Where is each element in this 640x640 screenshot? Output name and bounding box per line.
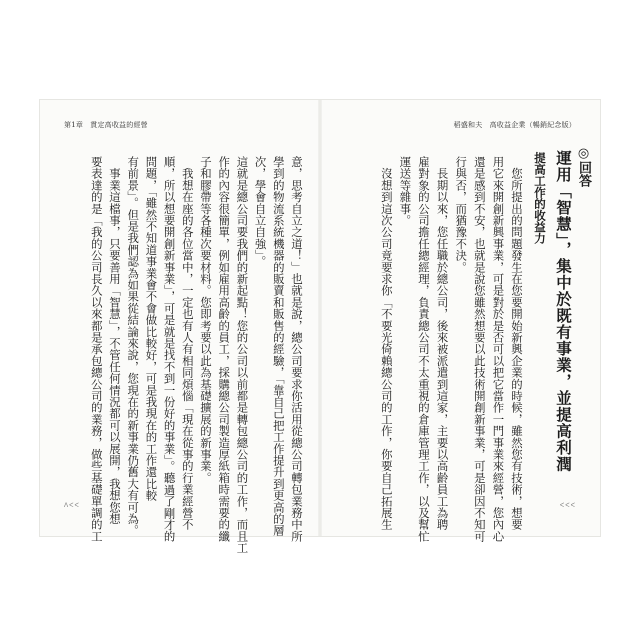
body-line: 用它來開創新興事業，可是對於是否可以把它當作一門事業來經營，您內心 bbox=[491, 156, 506, 543]
body-line: 學到的物流系統機器的販賣和販售的經驗，「靠自己把工作提升到更高的層 bbox=[271, 156, 286, 537]
left-running-head: 第1章 貫定高收益的經營 bbox=[64, 121, 148, 129]
body-line: 運送等雜事。 bbox=[398, 156, 413, 227]
body-line: 事業這檔事，只要善用「智慧」，不管任何情況都可以展開，我想您想 bbox=[108, 156, 122, 525]
body-line: 還是感到不安，也就是說您雖然想要以此技術開創新事業，可是卻因不知可 bbox=[472, 156, 487, 543]
body-line: 行與否，而猶豫不決。 bbox=[454, 156, 469, 273]
book-spread bbox=[40, 100, 600, 554]
right-page-number: ᐸᐸᐸ bbox=[559, 502, 576, 509]
section-subheading: 提高工作的收益力 bbox=[533, 152, 547, 244]
body-line: 次，學會自立自強」。 bbox=[253, 156, 268, 268]
body-line: 作的內容很簡單，例如雇用高齡的員工，採購總公司製造厚紙箱時需要的纖 bbox=[217, 156, 232, 543]
body-line: 問題，「雖然不知道事業會不會做比較好，可是我現在的工作還比較 bbox=[144, 156, 159, 502]
answer-label: ◎回答 bbox=[576, 146, 591, 187]
chapter-headline: 運用「智慧」，集中於既有事業，並提高利潤 bbox=[554, 150, 573, 473]
body-line: 長期以來，您任職於總公司，後來被派遣到這家，主要以高齡員工為聘 bbox=[435, 156, 450, 531]
body-line: 子和膠帶等各種次要材料。您即考要以此為基礎擴展的新事業。 bbox=[199, 156, 213, 484]
body-line: 您所提出的問題發生在您要開始新興企業的時候，雖然您有技術，想要 bbox=[510, 156, 524, 531]
body-line: 這就是總公司要我們的新起點！您的公司以前都是轉包總公司的工作，而且工 bbox=[235, 156, 250, 554]
right-page bbox=[320, 100, 600, 543]
body-line: 我想在座的各位當中，一定也有人有相同煩惱「現在從事的行業經營不 bbox=[180, 156, 195, 531]
body-line: 沒想到這次公司竟要求你「不要光倚賴總公司的工作，你要自己拓展生 bbox=[379, 156, 394, 531]
body-line: 雇對象的公司擔任總經理，負責總公司不太重視的倉庫管理工作，以及幫忙 bbox=[417, 156, 431, 543]
body-line: 有前景」。但是我們認為如果從結論來說，您現在的新事業仍舊大有可為。 bbox=[126, 156, 141, 537]
left-page bbox=[40, 100, 320, 554]
body-line: 順，所以想要開創新事業」，可是就是找不到一份好的事業」。聽過了剛才的 bbox=[162, 156, 177, 543]
left-page-number: ᐱᐸᐸ bbox=[64, 502, 80, 509]
right-running-head: 稻盛和夫 高收益企業（暢銷紀念版） bbox=[453, 121, 576, 129]
body-line: 意，思考自立之道！」也就是說，總公司要求你活用從總公司轉包業務中所 bbox=[290, 156, 304, 543]
body-line: 要表達的是「我的公司長久以來都是承包總公司的業務，做些基礎單調的工 bbox=[89, 156, 104, 543]
